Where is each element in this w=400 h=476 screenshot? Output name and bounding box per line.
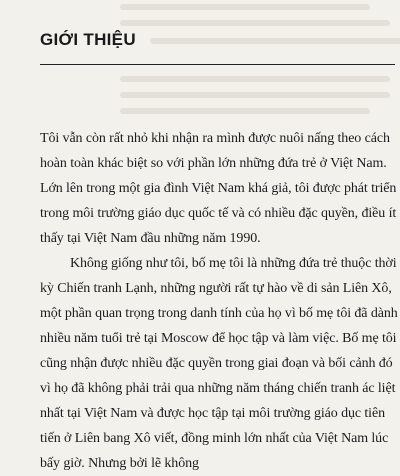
faded-line — [120, 76, 390, 82]
paragraph-2: Không giống như tôi, bố mẹ tôi là những đứa trẻ thuộc thời kỳ Chiến tranh Lạnh, những người rất tự hào về di sản Liên Xô, một phần quan trọng trong danh tính của họ vì bố mẹ tôi đã dành nhiều năm tuổi trẻ tại Moscow để học tập và làm việc. Bố mẹ tôi cũng nhận được nhiều đặc quyền trong giai đoạn và bối cảnh đó vì họ đã không phải trải qua những năm tháng chiến tranh ác liệt nhất tại Việt Nam và được học tập tại môi trường giáo dục tiên tiến ở Liên bang Xô viết, đồng minh lớn nhất của Việt Nam lúc bấy giờ. Nhưng bởi lẽ không — [40, 256, 398, 471]
faded-line — [120, 108, 370, 114]
heading-rule — [40, 64, 395, 65]
faded-line — [120, 20, 390, 26]
body-text — [40, 126, 398, 476]
faded-line — [120, 4, 370, 10]
paragraph-1: Tôi vẫn còn rất nhỏ khi nhận ra mình được nuôi nấng theo cách hoàn toàn khác biệt so với phần lớn những đứa trẻ ở Việt Nam. Lớn lên trong một gia đình Việt Nam khá giả, tôi được phát triển trong môi trường giáo dục quốc tế và có nhiều đặc quyền, điều ít thấy tại Việt Nam đầu những năm 1990. — [40, 131, 397, 246]
show-through-text — [0, 0, 400, 130]
faded-line — [150, 38, 400, 44]
faded-line — [120, 92, 390, 98]
section-heading: GIỚI THIỆU — [40, 30, 136, 49]
